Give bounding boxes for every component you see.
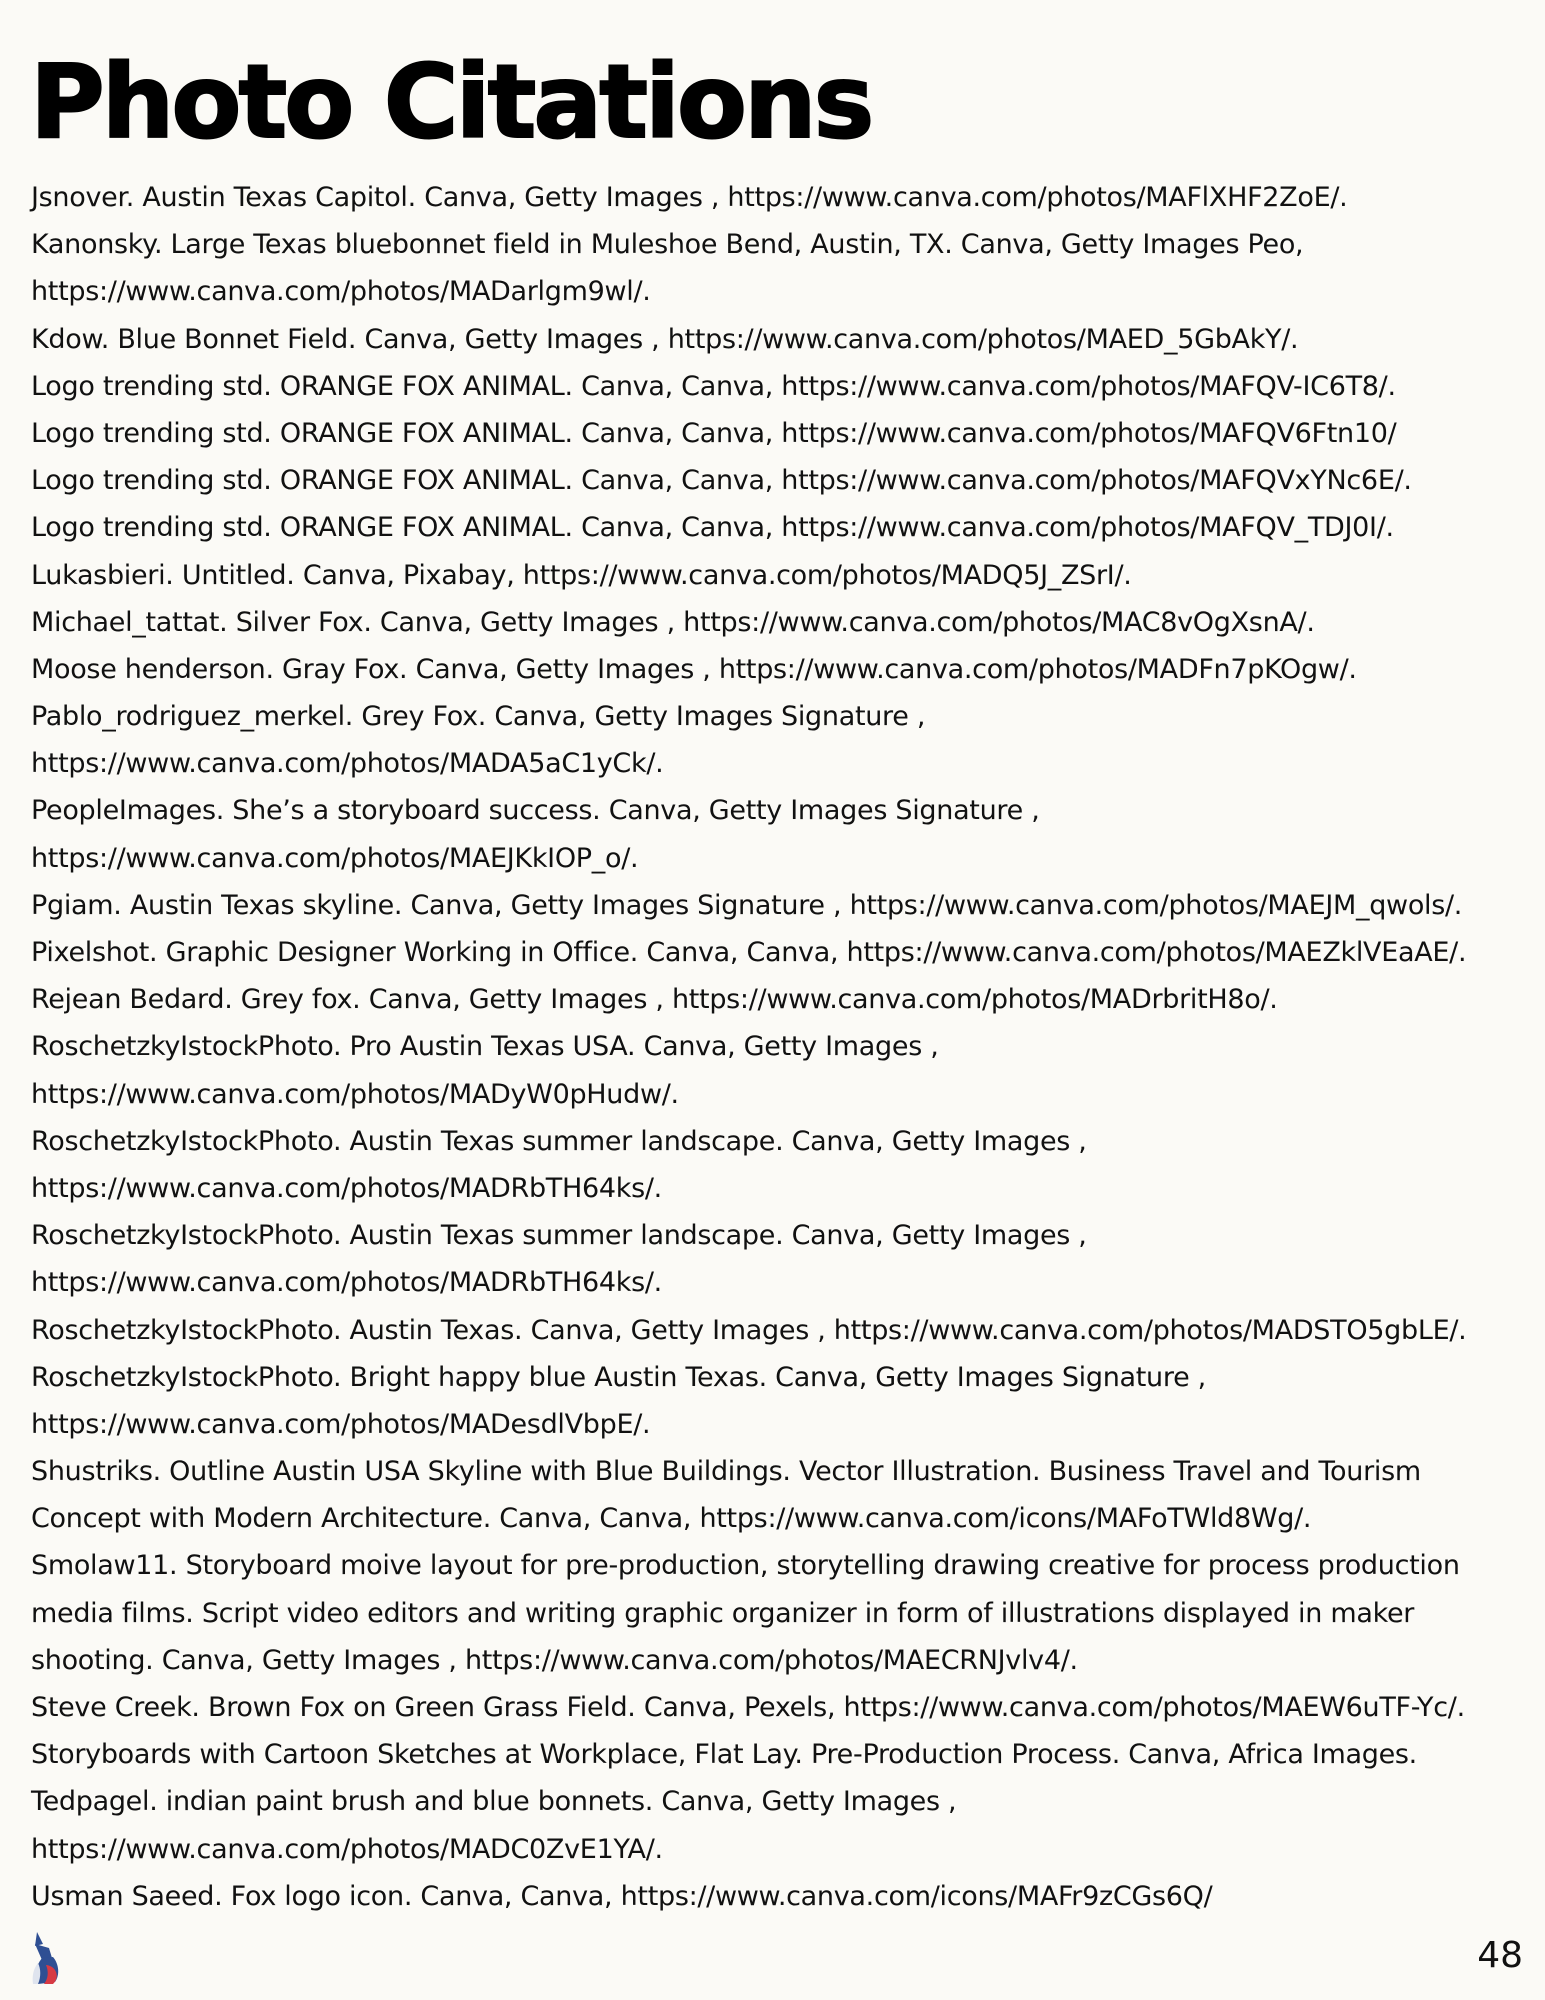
citation-line: Shustriks. Outline Austin USA Skyline with Blue Buildings. Vector Illustration. Business Travel and Tourism	[31, 1456, 1421, 1488]
citation-line: Pgiam. Austin Texas skyline. Canva, Getty Images Signature , https://www.canva.com/photos/MAEJM_qwols/.	[31, 889, 1463, 921]
citation-line: Lukasbieri. Untitled. Canva, Pixabay, https://www.canva.com/photos/MADQ5J_ZSrI/.	[31, 559, 1132, 591]
citation-line: Michael_tattat. Silver Fox. Canva, Getty Images , https://www.canva.com/photos/MAC8vOgXsnA/.	[31, 606, 1315, 638]
citation-line: https://www.canva.com/photos/MADA5aC1yCk/.	[31, 748, 664, 780]
citation-line: Concept with Modern Architecture. Canva, Canva, https://www.canva.com/icons/MAFoTWld8Wg/.	[31, 1503, 1312, 1535]
citation-line: RoschetzkyIstockPhoto. Bright happy blue Austin Texas. Canva, Getty Images Signature ,	[31, 1361, 1206, 1393]
citation-line: https://www.canva.com/photos/MAEJKkIOP_o/.	[31, 842, 639, 874]
page-title: Photo Citations	[30, 43, 872, 162]
citation-line: Rejean Bedard. Grey fox. Canva, Getty Images , https://www.canva.com/photos/MADrbritH8o/.	[31, 984, 1278, 1016]
citation-line: RoschetzkyIstockPhoto. Austin Texas. Canva, Getty Images , https://www.canva.com/photos/MADSTO5gbLE/.	[31, 1314, 1467, 1346]
citation-line: Jsnover. Austin Texas Capitol. Canva, Getty Images , https://www.canva.com/photos/MAFlXHF2ZoE/.	[31, 182, 1348, 213]
citation-line: https://www.canva.com/photos/MADRbTH64ks/.	[31, 1267, 662, 1299]
citation-line: Logo trending std. ORANGE FOX ANIMAL. Canva, Canva, https://www.canva.com/photos/MAFQV6Ftn10/	[31, 417, 1397, 449]
citation-line: RoschetzkyIstockPhoto. Pro Austin Texas USA. Canva, Getty Images ,	[31, 1031, 939, 1063]
citation-line: Smolaw11. Storyboard moive layout for pre-production, storytelling drawing creative for process production	[31, 1550, 1460, 1582]
citation-line: Steve Creek. Brown Fox on Green Grass Field. Canva, Pexels, https://www.canva.com/photos/MAEW6uTF-Yc/.	[31, 1692, 1465, 1723]
citation-line: https://www.canva.com/photos/MADarlgm9wl/.	[31, 276, 651, 308]
citation-line: media films. Script video editors and writing graphic organizer in form of illustrations displayed in maker	[31, 1597, 1415, 1629]
citation-line: PeopleImages. She’s a storyboard success. Canva, Getty Images Signature ,	[31, 795, 1040, 827]
citation-line: Pablo_rodriguez_merkel. Grey Fox. Canva, Getty Images Signature ,	[31, 701, 926, 733]
citation-line: https://www.canva.com/photos/MADyW0pHudw/.	[31, 1078, 679, 1110]
citation-line: Pixelshot. Graphic Designer Working in Office. Canva, Canva, https://www.canva.com/photos/MAEZklVEaAE/.	[31, 937, 1467, 968]
citation-line: Moose henderson. Gray Fox. Canva, Getty Images , https://www.canva.com/photos/MADFn7pKOgw/.	[31, 653, 1357, 685]
citation-line: Logo trending std. ORANGE FOX ANIMAL. Canva, Canva, https://www.canva.com/photos/MAFQVxYNc6E/.	[31, 465, 1412, 497]
citation-line: shooting. Canva, Getty Images , https://www.canva.com/photos/MAECRNJvlv4/.	[31, 1644, 1078, 1676]
citation-line: RoschetzkyIstockPhoto. Austin Texas summer landscape. Canva, Getty Images ,	[31, 1125, 1087, 1157]
fox-logo-chest-icon	[33, 1963, 41, 1984]
citation-line: Tedpagel. indian paint brush and blue bonnets. Canva, Getty Images ,	[31, 1786, 957, 1818]
citation-line: Storyboards with Cartoon Sketches at Workplace, Flat Lay. Pre-Production Process. Canva, Africa Images.	[31, 1739, 1417, 1771]
citation-line: https://www.canva.com/photos/MADC0ZvE1YA/.	[31, 1833, 663, 1865]
citation-line: https://www.canva.com/photos/MADesdlVbpE/.	[31, 1408, 651, 1440]
fox-logo-ear-icon	[35, 1932, 43, 1946]
page-number: 48	[1477, 1935, 1523, 1976]
citation-line: https://www.canva.com/photos/MADRbTH64ks/.	[31, 1172, 662, 1204]
citation-line: Logo trending std. ORANGE FOX ANIMAL. Canva, Canva, https://www.canva.com/photos/MAFQV_TDJ0I/.	[31, 512, 1394, 544]
citation-line: Kanonsky. Large Texas bluebonnet field in Muleshoe Bend, Austin, TX. Canva, Getty Images Peo,	[31, 229, 1304, 261]
citation-list	[31, 174, 1521, 1920]
fox-logo-icon	[28, 1930, 62, 1986]
citation-line: Logo trending std. ORANGE FOX ANIMAL. Canva, Canva, https://www.canva.com/photos/MAFQV-IC6T8/.	[31, 370, 1396, 402]
citation-line: RoschetzkyIstockPhoto. Austin Texas summer landscape. Canva, Getty Images ,	[31, 1220, 1087, 1252]
citation-line: Usman Saeed. Fox logo icon. Canva, Canva, https://www.canva.com/icons/MAFr9zCGs6Q/	[31, 1880, 1213, 1912]
citation-line: Kdow. Blue Bonnet Field. Canva, Getty Images , https://www.canva.com/photos/MAED_5GbAkY/.	[31, 323, 1299, 355]
